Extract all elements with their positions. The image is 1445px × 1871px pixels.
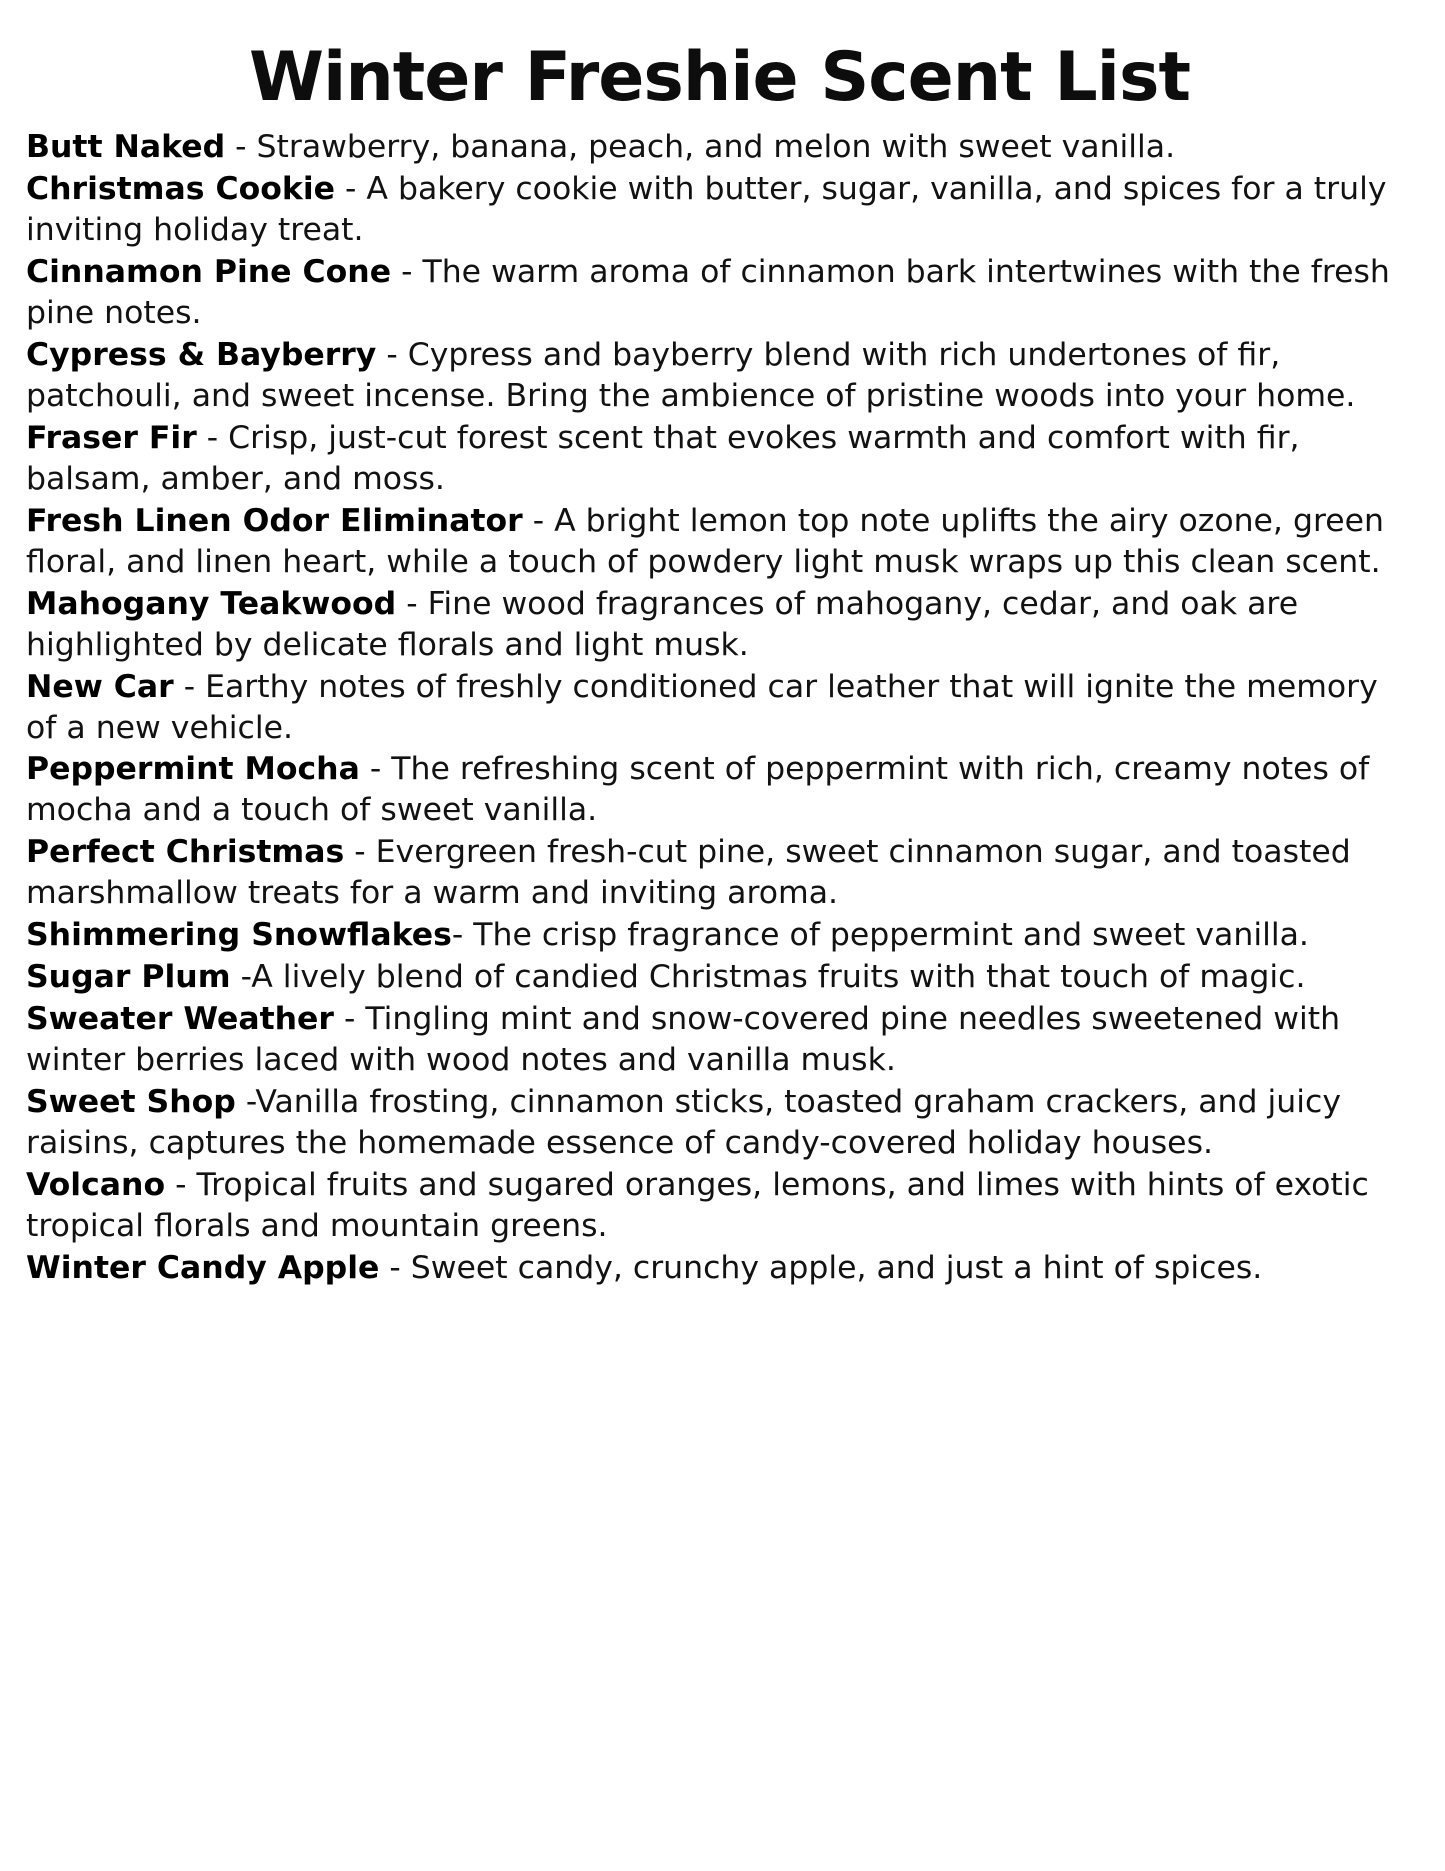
list-item <box>26 832 1413 914</box>
list-item <box>26 1165 1413 1247</box>
scent-name: Fresh Linen Odor Eliminator <box>26 502 523 539</box>
scent-description: - Fine wood fragrances of mahogany, cedar, and oak are highlighted by delicate florals and light musk. <box>26 585 1299 663</box>
scent-name: Christmas Cookie <box>26 171 335 208</box>
scent-description: -A lively blend of candied Christmas fruits with that touch of magic. <box>230 959 1306 996</box>
scent-description: - Tropical fruits and sugared oranges, lemons, and limes with hints of exotic tropical florals and mountain greens. <box>26 1166 1369 1244</box>
list-item <box>26 335 1413 417</box>
scent-description: - Earthy notes of freshly conditioned car leather that will ignite the memory of a new vehicle. <box>26 668 1378 746</box>
list-item <box>26 127 1413 168</box>
scent-name: Sweater Weather <box>26 1001 334 1038</box>
list-item <box>26 169 1413 251</box>
scent-name: Winter Candy Apple <box>26 1249 380 1286</box>
scent-name: Sugar Plum <box>26 959 231 996</box>
scent-name: New Car <box>26 668 174 705</box>
scent-description: - Sweet candy, crunchy apple, and just a hint of spices. <box>379 1249 1263 1286</box>
list-item <box>26 584 1413 666</box>
scent-description: - A bakery cookie with butter, sugar, vanilla, and spices for a truly inviting holiday treat. <box>26 171 1387 249</box>
scent-description: - Crisp, just-cut forest scent that evokes warmth and comfort with fir, balsam, amber, and moss. <box>26 419 1300 497</box>
scent-name: Fraser Fir <box>26 419 197 456</box>
scent-name: Shimmering Snowflakes <box>26 917 452 954</box>
scent-name: Butt Naked <box>26 129 226 166</box>
scent-name: Sweet Shop <box>26 1083 236 1120</box>
list-item <box>26 418 1413 500</box>
scent-name: Cinnamon Pine Cone <box>26 254 392 291</box>
scent-name: Peppermint Mocha <box>26 751 360 788</box>
scent-name: Cypress & Bayberry <box>26 337 377 374</box>
scent-name: Mahogany Teakwood <box>26 585 397 622</box>
scent-description: - Evergreen fresh-cut pine, sweet cinnamon sugar, and toasted marshmallow treats for a warm and inviting aroma. <box>26 834 1351 912</box>
scent-list <box>26 127 1413 1288</box>
page-title: Winter Freshie Scent List <box>249 38 1190 117</box>
scent-name: Volcano <box>26 1166 166 1203</box>
scent-description: - The refreshing scent of peppermint with rich, creamy notes of mocha and a touch of sweet vanilla. <box>26 751 1370 829</box>
scent-description: - A bright lemon top note uplifts the airy ozone, green floral, and linen heart, while a touch of powdery light musk wraps up this clean scent. <box>26 502 1384 580</box>
list-item <box>26 999 1413 1081</box>
scent-description: - The crisp fragrance of peppermint and sweet vanilla. <box>451 917 1309 954</box>
list-item <box>26 749 1413 831</box>
list-item <box>26 957 1413 998</box>
scent-name: Perfect Christmas <box>26 834 345 871</box>
list-item <box>26 915 1413 956</box>
scent-description: - Cypress and bayberry blend with rich undertones of fir, patchouli, and sweet incense. Bring the ambience of pristine woods into your home. <box>26 337 1356 415</box>
scent-description: - Tingling mint and snow-covered pine needles sweetened with winter berries laced with wood notes and vanilla musk. <box>26 1001 1341 1079</box>
list-item <box>26 501 1413 583</box>
scent-description: -Vanilla frosting, cinnamon sticks, toasted graham crackers, and juicy raisins, captures the homemade essence of candy-covered holiday houses. <box>26 1083 1341 1161</box>
list-item <box>26 1082 1413 1164</box>
list-item <box>26 1248 1413 1289</box>
list-item <box>26 667 1413 749</box>
list-item <box>26 252 1413 334</box>
scent-description: - Strawberry, banana, peach, and melon with sweet vanilla. <box>225 129 1176 166</box>
scent-description: - The warm aroma of cinnamon bark intertwines with the fresh pine notes. <box>26 254 1390 332</box>
